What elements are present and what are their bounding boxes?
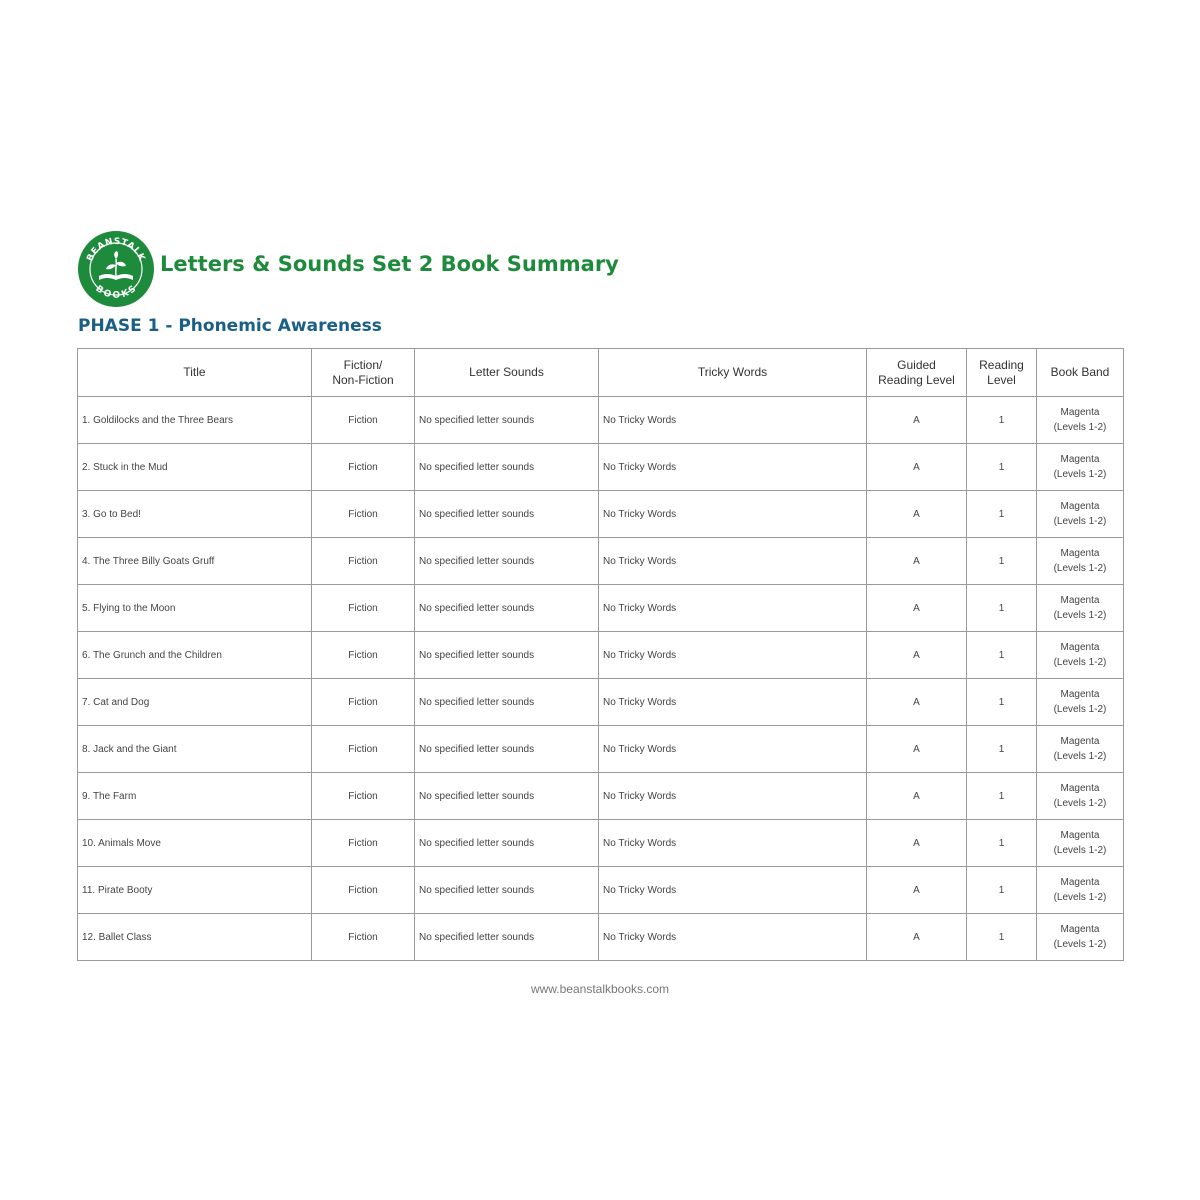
cell-guided-level: A [867,679,967,726]
cell-book-band: Magenta (Levels 1-2) [1037,397,1124,444]
phase-heading: PHASE 1 - Phonemic Awareness [78,316,382,336]
cell-tricky-words: No Tricky Words [599,679,867,726]
column-header-guided-reading-level: Guided Reading Level [867,349,967,397]
table-row [78,538,1124,585]
cell-reading-level: 1 [967,914,1037,961]
cell-book-band: Magenta (Levels 1-2) [1037,914,1124,961]
cell-reading-level: 1 [967,679,1037,726]
cell-reading-level: 1 [967,397,1037,444]
cell-letter-sounds: No specified letter sounds [415,820,599,867]
cell-fiction: Fiction [312,773,415,820]
cell-title: 10. Animals Move [78,820,312,867]
cell-letter-sounds: No specified letter sounds [415,914,599,961]
cell-reading-level: 1 [967,632,1037,679]
cell-tricky-words: No Tricky Words [599,538,867,585]
cell-guided-level: A [867,820,967,867]
cell-title: 3. Go to Bed! [78,491,312,538]
cell-tricky-words: No Tricky Words [599,867,867,914]
book-summary-table [77,348,1124,961]
table-row [78,444,1124,491]
cell-title: 6. The Grunch and the Children [78,632,312,679]
cell-tricky-words: No Tricky Words [599,726,867,773]
cell-tricky-words: No Tricky Words [599,914,867,961]
cell-guided-level: A [867,726,967,773]
beanstalk-books-logo [77,230,155,308]
cell-guided-level: A [867,491,967,538]
cell-fiction: Fiction [312,820,415,867]
table-row [78,867,1124,914]
cell-fiction: Fiction [312,444,415,491]
logo-bottom-text: BOOKS [93,283,139,301]
cell-letter-sounds: No specified letter sounds [415,867,599,914]
cell-fiction: Fiction [312,632,415,679]
cell-book-band: Magenta (Levels 1-2) [1037,726,1124,773]
cell-tricky-words: No Tricky Words [599,632,867,679]
cell-fiction: Fiction [312,491,415,538]
cell-fiction: Fiction [312,914,415,961]
table-row [78,773,1124,820]
cell-title: 4. The Three Billy Goats Gruff [78,538,312,585]
table-row [78,585,1124,632]
cell-title: 7. Cat and Dog [78,679,312,726]
cell-letter-sounds: No specified letter sounds [415,726,599,773]
cell-guided-level: A [867,914,967,961]
cell-tricky-words: No Tricky Words [599,773,867,820]
table-row [78,820,1124,867]
cell-book-band: Magenta (Levels 1-2) [1037,867,1124,914]
column-header-book-band: Book Band [1037,349,1124,397]
cell-guided-level: A [867,444,967,491]
cell-reading-level: 1 [967,726,1037,773]
cell-title: 11. Pirate Booty [78,867,312,914]
table-row [78,632,1124,679]
column-header-letter-sounds: Letter Sounds [415,349,599,397]
cell-reading-level: 1 [967,585,1037,632]
cell-title: 9. The Farm [78,773,312,820]
footer-website-url: www.beanstalkbooks.com [530,982,670,996]
cell-reading-level: 1 [967,867,1037,914]
cell-reading-level: 1 [967,538,1037,585]
cell-reading-level: 1 [967,820,1037,867]
cell-title: 8. Jack and the Giant [78,726,312,773]
cell-reading-level: 1 [967,773,1037,820]
cell-reading-level: 1 [967,444,1037,491]
cell-tricky-words: No Tricky Words [599,585,867,632]
cell-book-band: Magenta (Levels 1-2) [1037,820,1124,867]
cell-book-band: Magenta (Levels 1-2) [1037,632,1124,679]
cell-letter-sounds: No specified letter sounds [415,679,599,726]
cell-book-band: Magenta (Levels 1-2) [1037,538,1124,585]
cell-fiction: Fiction [312,538,415,585]
cell-guided-level: A [867,867,967,914]
cell-tricky-words: No Tricky Words [599,491,867,538]
cell-title: 2. Stuck in the Mud [78,444,312,491]
cell-letter-sounds: No specified letter sounds [415,632,599,679]
cell-guided-level: A [867,585,967,632]
cell-tricky-words: No Tricky Words [599,397,867,444]
cell-book-band: Magenta (Levels 1-2) [1037,773,1124,820]
cell-fiction: Fiction [312,867,415,914]
cell-letter-sounds: No specified letter sounds [415,773,599,820]
cell-letter-sounds: No specified letter sounds [415,538,599,585]
column-header-title: Title [78,349,312,397]
table-row [78,397,1124,444]
column-header-fiction: Fiction/ Non-Fiction [312,349,415,397]
column-header-reading-level: Reading Level [967,349,1037,397]
table-row [78,679,1124,726]
document-title: Letters & Sounds Set 2 Book Summary [160,252,619,276]
cell-letter-sounds: No specified letter sounds [415,397,599,444]
logo-top-text: BEANSTALK [85,236,147,264]
cell-guided-level: A [867,632,967,679]
table-row [78,914,1124,961]
cell-title: 12. Ballet Class [78,914,312,961]
cell-book-band: Magenta (Levels 1-2) [1037,444,1124,491]
cell-fiction: Fiction [312,679,415,726]
cell-letter-sounds: No specified letter sounds [415,585,599,632]
cell-fiction: Fiction [312,585,415,632]
cell-title: 5. Flying to the Moon [78,585,312,632]
table-row [78,726,1124,773]
cell-guided-level: A [867,538,967,585]
cell-book-band: Magenta (Levels 1-2) [1037,679,1124,726]
beanstalk-logo-icon [77,230,155,308]
cell-guided-level: A [867,397,967,444]
cell-fiction: Fiction [312,726,415,773]
cell-book-band: Magenta (Levels 1-2) [1037,585,1124,632]
cell-book-band: Magenta (Levels 1-2) [1037,491,1124,538]
column-header-tricky-words: Tricky Words [599,349,867,397]
table-row [78,491,1124,538]
cell-reading-level: 1 [967,491,1037,538]
cell-tricky-words: No Tricky Words [599,820,867,867]
cell-letter-sounds: No specified letter sounds [415,491,599,538]
table-header-row [78,349,1124,397]
cell-tricky-words: No Tricky Words [599,444,867,491]
cell-letter-sounds: No specified letter sounds [415,444,599,491]
cell-guided-level: A [867,773,967,820]
cell-title: 1. Goldilocks and the Three Bears [78,397,312,444]
cell-fiction: Fiction [312,397,415,444]
